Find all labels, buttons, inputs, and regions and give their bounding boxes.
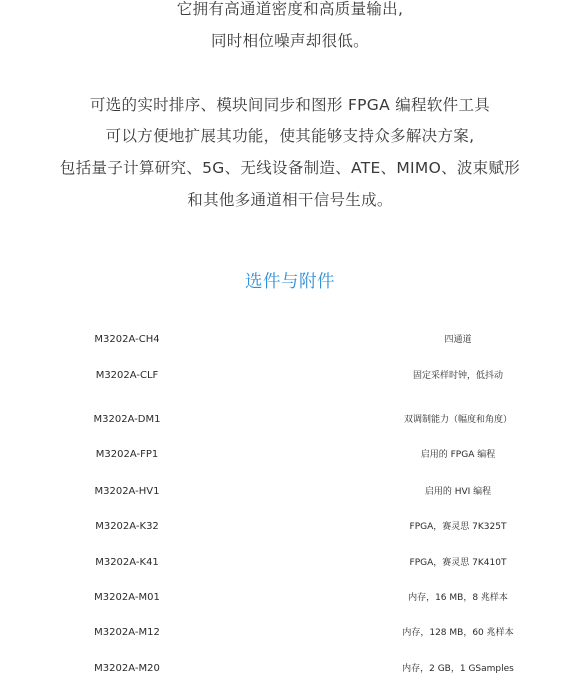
table-row: [0, 366, 580, 386]
table-row: [0, 588, 580, 608]
description-cell: 双调制能力（幅度和角度）: [403, 415, 512, 425]
model-cell: M3202A-M01: [94, 592, 160, 603]
table-row: [0, 517, 580, 537]
description-cell: 启用的 HVI 编程: [424, 487, 492, 497]
table-row: [0, 623, 580, 643]
model-cell: M3202A-DM1: [93, 414, 161, 425]
intro-line: 可以方便地扩展其功能，使其能够支持众多解决方案,: [105, 127, 475, 145]
description-cell: 四通道: [444, 335, 472, 345]
model-cell: M3202A-CH4: [94, 334, 160, 345]
model-cell: M3202A-M12: [94, 627, 160, 638]
intro-line: 同时相位噪声却很低。: [210, 32, 369, 50]
description-cell: 内存，16 MB，8 兆样本: [408, 593, 508, 603]
model-cell: M3202A-FP1: [95, 449, 159, 460]
model-cell: M3202A-HV1: [94, 486, 160, 497]
model-cell: M3202A-CLF: [95, 370, 159, 381]
intro-line: 它拥有高通道密度和高质量输出,: [176, 0, 404, 18]
table-row: [0, 659, 580, 679]
description-cell: 固定采样时钟，低抖动: [412, 371, 503, 381]
model-cell: M3202A-K41: [95, 557, 159, 568]
table-row: [0, 553, 580, 573]
model-cell: M3202A-K32: [95, 521, 159, 532]
table-row: [0, 410, 580, 430]
description-cell: FPGA，赛灵思 7K325T: [409, 522, 507, 532]
description-cell: 启用的 FPGA 编程: [420, 450, 496, 460]
intro-line: 和其他多通道相干信号生成。: [187, 191, 393, 209]
table-row: [0, 482, 580, 502]
intro-line: 可选的实时排序、模块间同步和图形 FPGA 编程软件工具: [89, 96, 491, 114]
description-cell: 内存，128 MB，60 兆样本: [402, 628, 514, 638]
section-title: 选件与附件: [245, 272, 335, 292]
table-row: [0, 445, 580, 465]
description-cell: FPGA，赛灵思 7K410T: [409, 558, 507, 568]
description-cell: 内存，2 GB，1 GSamples: [402, 664, 514, 674]
model-cell: M3202A-M20: [94, 663, 160, 674]
intro-line: 包括量子计算研究、5G、无线设备制造、ATE、MIMO、波束赋形: [59, 159, 521, 177]
table-row: [0, 330, 580, 350]
